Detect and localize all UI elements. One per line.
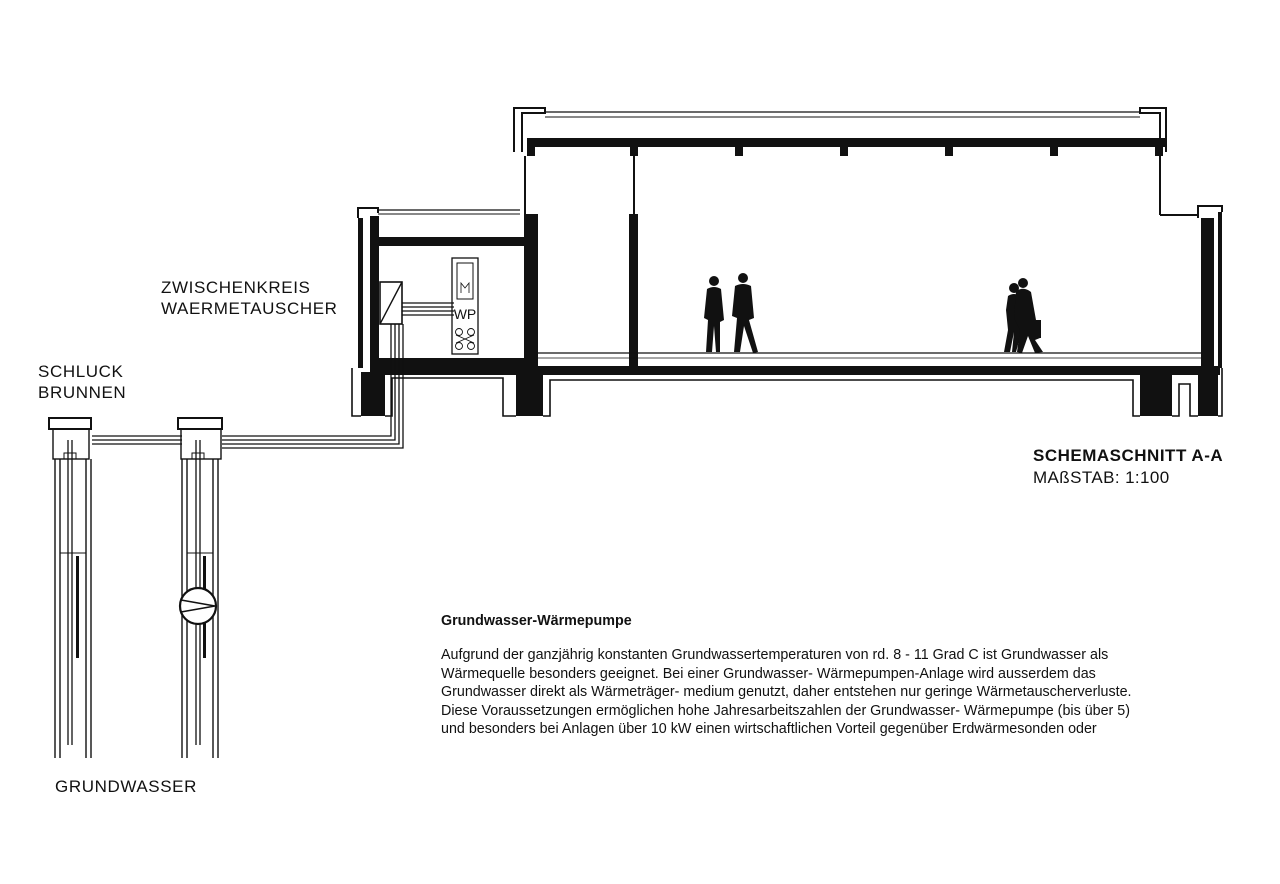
schluck-label-line1: SCHLUCK: [38, 362, 124, 381]
foundations: [352, 368, 1222, 416]
people-group-left: [704, 273, 758, 353]
pump-icon: [180, 588, 216, 624]
zwischenkreis-label-line1: ZWISCHENKREIS: [161, 278, 311, 297]
description-line: und besonders bei Anlagen über 10 kW einen wirtschaftlichen Vorteil gegenüber Erdwärmesonden oder: [441, 721, 1097, 738]
annex-building: [358, 208, 530, 368]
grundwasser-label: GRUNDWASSER: [55, 777, 197, 796]
schluck-brunnen-label: [38, 361, 126, 403]
heat-pump-label: WP: [453, 306, 477, 322]
heat-pump-unit: [452, 258, 478, 354]
description-line: Grundwasser direkt als Wärmeträger- medium genutzt, daher entstehen nur geringe Wärmetauscherverluste.: [441, 684, 1132, 701]
schluck-label-line2: BRUNNEN: [38, 383, 127, 402]
section-scale: MAßSTAB: 1:100: [1033, 468, 1170, 487]
description-block: [441, 612, 1241, 738]
groundwater-pipes: [92, 324, 403, 448]
description-line: Diese Voraussetzungen ermöglichen hohe Jahresarbeitszahlen der Grundwasser- Wärmepumpe (bis über 5): [441, 702, 1130, 719]
section-title: SCHEMASCHNITT A-A: [1033, 446, 1224, 465]
people-group-right: [1004, 278, 1043, 353]
description-heading: Grundwasser-Wärmepumpe: [441, 613, 632, 629]
heat-exchanger: [380, 282, 454, 324]
description-line: Aufgrund der ganzjährig konstanten Grundwassertemperaturen von rd. 8 - 11 Grad C ist Grundwasser als: [441, 647, 1109, 664]
schluck-brunnen-well: [49, 418, 91, 758]
zwischenkreis-label-line2: WAERMETAUSCHER: [161, 299, 338, 318]
zwischenkreis-label: [161, 277, 338, 319]
description-line: Wärmequelle besonders geeignet. Bei einer Grundwasser- Wärmepumpen-Anlage wird ausserdem das: [441, 665, 1096, 682]
